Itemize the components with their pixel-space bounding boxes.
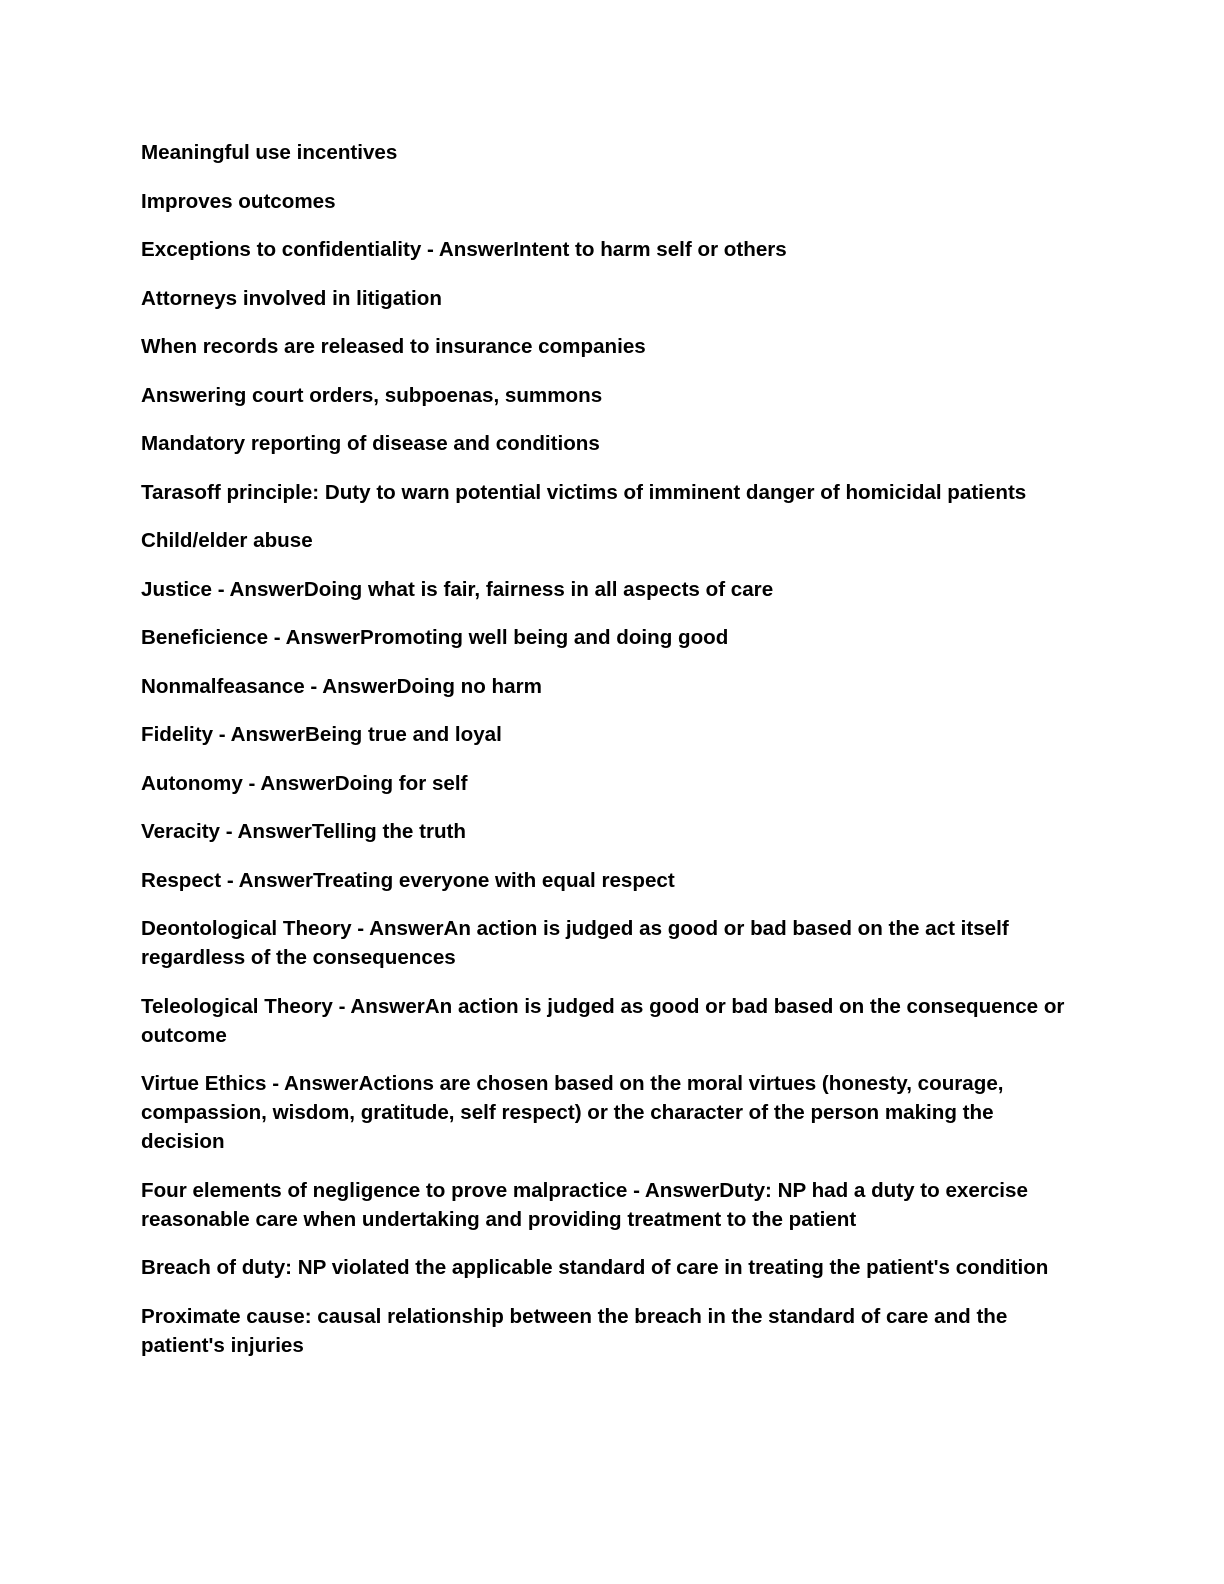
paragraph-fidelity: Fidelity - AnswerBeing true and loyal bbox=[141, 723, 502, 746]
paragraph-veracity: Veracity - AnswerTelling the truth bbox=[141, 820, 466, 843]
paragraph-virtue-ethics: Virtue Ethics - AnswerActions are chosen based on the moral virtues (honesty, courage, compassion, wisdom, gratitude, self respect) or the character of the person making the decision bbox=[141, 1072, 1004, 1153]
paragraph-tarasoff: Tarasoff principle: Duty to warn potential victims of imminent danger of homicidal patients bbox=[141, 480, 1027, 504]
paragraph-exceptions-confidentiality: Exceptions to confidentiality - AnswerIntent to harm self or others bbox=[141, 238, 787, 261]
paragraph-respect: Respect - AnswerTreating everyone with equal respect bbox=[141, 868, 675, 892]
paragraph-breach-of-duty: Breach of duty: NP violated the applicable standard of care in treating the patient's condition bbox=[141, 1256, 1049, 1279]
paragraph-negligence-elements: Four elements of negligence to prove malpractice - AnswerDuty: NP had a duty to exercise reasonable care when undertaking and providing treatment to the patient bbox=[141, 1178, 1028, 1231]
paragraph-mandatory-reporting: Mandatory reporting of disease and conditions bbox=[141, 432, 600, 455]
paragraph-nonmalfeasance: Nonmalfeasance - AnswerDoing no harm bbox=[141, 674, 542, 698]
paragraph-child-elder-abuse: Child/elder abuse bbox=[141, 529, 313, 552]
paragraph-proximate-cause: Proximate cause: causal relationship between the breach in the standard of care and the patient's injuries bbox=[141, 1304, 1008, 1357]
document-body bbox=[141, 138, 1076, 1379]
paragraph-meaningful-use: Meaningful use incentives bbox=[141, 141, 398, 164]
paragraph-teleological: Teleological Theory - AnswerAn action is judged as good or bad based on the consequence or outcome bbox=[141, 994, 1065, 1047]
paragraph-beneficience: Beneficience - AnswerPromoting well being and doing good bbox=[141, 626, 729, 649]
paragraph-records-insurance: When records are released to insurance companies bbox=[141, 335, 646, 358]
paragraph-attorneys: Attorneys involved in litigation bbox=[141, 286, 442, 310]
paragraph-autonomy: Autonomy - AnswerDoing for self bbox=[141, 771, 468, 795]
paragraph-justice: Justice - AnswerDoing what is fair, fairness in all aspects of care bbox=[141, 577, 774, 601]
paragraph-improves-outcomes: Improves outcomes bbox=[141, 189, 336, 213]
paragraph-deontological: Deontological Theory - AnswerAn action is judged as good or bad based on the act itself regardless of the consequences bbox=[141, 917, 1009, 969]
paragraph-court-orders: Answering court orders, subpoenas, summons bbox=[141, 383, 603, 407]
